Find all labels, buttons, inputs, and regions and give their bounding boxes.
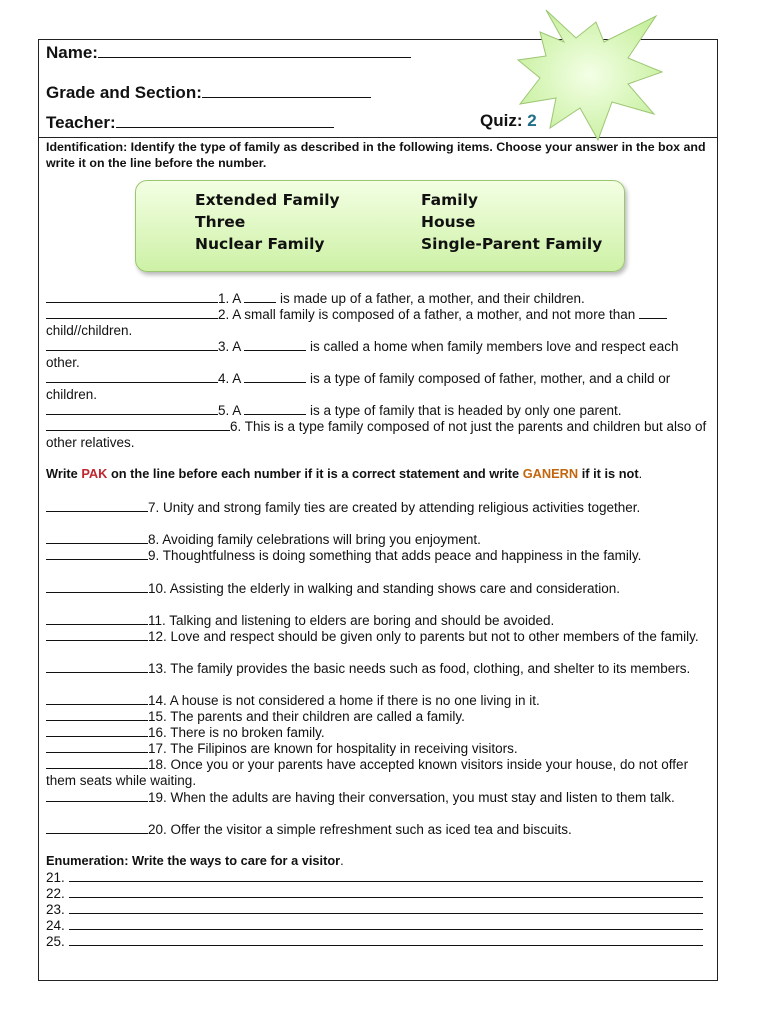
enum-number: 24. <box>46 918 65 933</box>
tf-item <box>46 756 710 789</box>
choice-family: Family <box>421 191 479 209</box>
identification-item <box>46 418 710 451</box>
answer-line[interactable] <box>69 885 703 898</box>
name-input-line[interactable] <box>98 42 411 58</box>
item-text: 6. This is a type family composed of not just the parents and children but also of other relatives. <box>46 419 707 450</box>
answer-line[interactable] <box>46 418 230 431</box>
tf-item <box>46 708 710 725</box>
item-text: 20. Offer the visitor a simple refreshment such as iced tea and biscuits. <box>148 822 572 837</box>
tf-item <box>46 580 710 597</box>
item-text: 5. A <box>218 403 245 418</box>
answer-line[interactable] <box>46 724 148 737</box>
identification-item <box>46 306 710 339</box>
enumeration-row <box>46 917 703 934</box>
answer-line[interactable] <box>46 338 218 351</box>
choice-nuclear-family: Nuclear Family <box>195 235 325 253</box>
instruction-text: on the line before each number if it is a correct statement and write <box>107 466 523 481</box>
tf-item <box>46 628 710 645</box>
item-text: 11. Talking and listening to elders are boring and should be avoided. <box>148 613 555 628</box>
tf-item <box>46 740 710 757</box>
answer-line[interactable] <box>46 580 148 593</box>
grade-section-input-line[interactable] <box>202 82 371 98</box>
item-text: child//children. <box>46 323 133 338</box>
quiz-text: Quiz: <box>480 111 523 130</box>
enumeration-row <box>46 901 703 918</box>
enumeration-row <box>46 885 703 902</box>
enum-number: 21. <box>46 870 65 885</box>
item-text: 17. The Filipinos are known for hospitality in receiving visitors. <box>148 741 518 756</box>
choice-single-parent-family: Single-Parent Family <box>421 235 603 253</box>
tf-item <box>46 612 710 629</box>
item-text: 18. Once you or your parents have accepted known visitors inside your house, do not offer them seats while waiting. <box>46 757 689 788</box>
answer-line[interactable] <box>46 740 148 753</box>
grade-section-label: Grade and Section: <box>46 83 202 102</box>
inline-blank[interactable] <box>244 338 306 351</box>
answer-line[interactable] <box>46 531 148 544</box>
item-text: 3. A <box>218 339 245 354</box>
item-text: is a type of family that is headed by only one parent. <box>306 403 622 418</box>
enumeration-instruction <box>46 853 706 869</box>
item-text: 10. Assisting the elderly in walking and standing shows care and consideration. <box>148 581 621 596</box>
enumeration-row <box>46 869 703 886</box>
answer-line[interactable] <box>46 821 148 834</box>
answer-line[interactable] <box>46 660 148 673</box>
item-text: 1. A <box>218 291 245 306</box>
tf-item <box>46 724 710 741</box>
answer-line[interactable] <box>69 917 703 930</box>
answer-line[interactable] <box>46 547 148 560</box>
tf-item <box>46 499 710 516</box>
quiz-number: 2 <box>527 111 537 130</box>
enum-number: 23. <box>46 902 65 917</box>
instruction-text: if it is not <box>578 466 639 481</box>
teacher-label: Teacher: <box>46 113 116 132</box>
instruction-text: Enumeration: Write the ways to care for a visitor <box>46 853 341 868</box>
item-text: 15. The parents and their children are called a family. <box>148 709 465 724</box>
tf-item <box>46 531 710 548</box>
item-text: 13. The family provides the basic needs such as food, clothing, and shelter to its members. <box>148 661 691 676</box>
teacher-field[interactable] <box>46 112 334 133</box>
identification-item <box>46 402 710 419</box>
inline-blank[interactable] <box>244 370 306 383</box>
item-text: 7. Unity and strong family ties are created by attending religious activities together. <box>148 500 641 515</box>
instruction-text: Write <box>46 466 82 481</box>
instruction-period: . <box>638 466 643 481</box>
answer-line[interactable] <box>46 290 218 303</box>
item-text: 19. When the adults are having their conversation, you must stay and listen to them talk. <box>148 790 675 805</box>
answer-line[interactable] <box>69 901 703 914</box>
choice-extended-family: Extended Family <box>195 191 340 209</box>
item-text: 14. A house is not considered a home if there is no one living in it. <box>148 693 540 708</box>
teacher-input-line[interactable] <box>116 112 334 128</box>
item-text: is made up of a father, a mother, and their children. <box>276 291 585 306</box>
word-pak: PAK <box>81 466 108 481</box>
name-field[interactable] <box>46 42 411 63</box>
identification-item <box>46 370 710 403</box>
answer-line[interactable] <box>46 370 218 383</box>
word-ganern: GANERN <box>522 466 579 481</box>
answer-line[interactable] <box>46 628 148 641</box>
quiz-label <box>480 111 537 131</box>
item-text: 9. Thoughtfulness is doing something that adds peace and happiness in the family. <box>148 548 642 563</box>
inline-blank[interactable] <box>244 402 306 415</box>
item-text: 16. There is no broken family. <box>148 725 325 740</box>
answer-line[interactable] <box>46 306 218 319</box>
enum-number: 25. <box>46 934 65 949</box>
instruction-period: . <box>340 853 344 868</box>
choice-box <box>135 180 625 272</box>
item-text: 12. Love and respect should be given only to parents but not to other members of the family. <box>148 629 699 644</box>
answer-line[interactable] <box>46 789 148 802</box>
inline-blank[interactable] <box>244 290 276 303</box>
identification-instruction: Identification: Identify the type of family as described in the following items. Choose your answer in the box and write it on the line before the number. <box>46 140 706 170</box>
item-text: 2. A small family is composed of a father, a mother, and not more than <box>218 307 639 322</box>
identification-item <box>46 290 710 307</box>
tf-item <box>46 789 710 806</box>
true-false-instruction <box>46 466 706 482</box>
name-label: Name: <box>46 43 98 62</box>
answer-line[interactable] <box>46 402 218 415</box>
answer-line[interactable] <box>46 708 148 721</box>
choice-three: Three <box>195 213 246 231</box>
item-text: 8. Avoiding family celebrations will bring you enjoyment. <box>148 532 481 547</box>
answer-line[interactable] <box>46 756 148 769</box>
tf-item <box>46 821 710 838</box>
enumeration-row <box>46 933 703 950</box>
tf-item <box>46 692 710 709</box>
answer-line[interactable] <box>69 869 703 882</box>
answer-line[interactable] <box>69 933 703 946</box>
item-text: is called a home when family members love and respect each other. <box>46 339 679 370</box>
tf-item <box>46 547 710 564</box>
grade-section-field[interactable] <box>46 82 371 103</box>
inline-blank[interactable] <box>639 306 667 319</box>
tf-item <box>46 660 710 677</box>
answer-line[interactable] <box>46 499 148 512</box>
choice-house: House <box>421 213 476 231</box>
answer-line[interactable] <box>46 612 148 625</box>
enum-number: 22. <box>46 886 65 901</box>
item-text: is a type of family composed of father, mother, and a child or children. <box>46 371 671 402</box>
starburst-decoration <box>516 8 664 142</box>
answer-line[interactable] <box>46 692 148 705</box>
identification-item <box>46 338 710 371</box>
item-text: 4. A <box>218 371 245 386</box>
